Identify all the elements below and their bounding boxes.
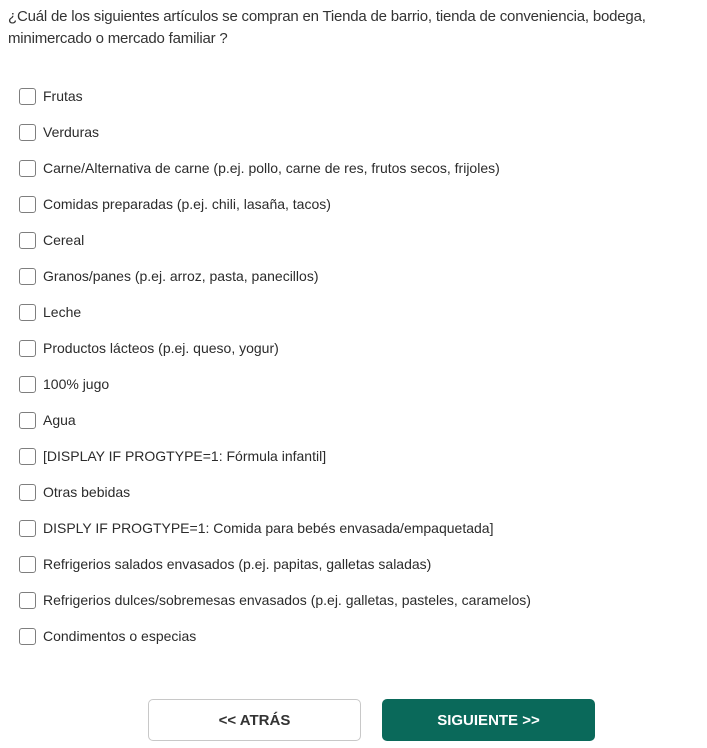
back-button[interactable]: << ATRÁS [148,699,361,741]
checkbox-option[interactable] [0,474,707,510]
checkbox-icon[interactable] [19,196,36,213]
checkbox-icon[interactable] [19,160,36,177]
question-title: ¿Cuál de los siguientes artículos se compran en Tienda de barrio, tienda de conveniencia, bodega, minimercado o mercado familiar ? [8,8,646,47]
checkbox-option[interactable] [0,330,707,366]
checkbox-icon[interactable] [19,376,36,393]
checkbox-icon[interactable] [19,232,36,249]
checkbox-option[interactable] [0,258,707,294]
checkbox-icon[interactable] [19,124,36,141]
checkbox-icon[interactable] [19,88,36,105]
option-label: Leche [43,304,82,320]
option-label: Otras bebidas [43,484,131,500]
checkbox-icon[interactable] [19,628,36,645]
option-label: Agua [43,412,76,428]
checkbox-option[interactable] [0,618,707,654]
option-label: DISPLY IF PROGTYPE=1: Comida para bebés envasada/empaquetada] [43,520,494,536]
options-list [0,78,707,654]
button-row [36,699,707,741]
checkbox-option[interactable] [0,366,707,402]
checkbox-option[interactable] [0,186,707,222]
checkbox-option[interactable] [0,438,707,474]
checkbox-icon[interactable] [19,520,36,537]
checkbox-option[interactable] [0,114,707,150]
option-label: Granos/panes (p.ej. arroz, pasta, panecillos) [43,268,319,284]
checkbox-option[interactable] [0,402,707,438]
checkbox-option[interactable] [0,294,707,330]
next-button[interactable]: SIGUIENTE >> [382,699,595,741]
checkbox-icon[interactable] [19,448,36,465]
checkbox-icon[interactable] [19,412,36,429]
checkbox-icon[interactable] [19,340,36,357]
option-label: Cereal [43,232,85,248]
checkbox-icon[interactable] [19,304,36,321]
option-label: Verduras [43,124,100,140]
checkbox-option[interactable] [0,582,707,618]
checkbox-icon[interactable] [19,268,36,285]
option-label: Refrigerios dulces/sobremesas envasados (p.ej. galletas, pasteles, caramelos) [43,592,531,608]
checkbox-option[interactable] [0,78,707,114]
option-label: Carne/Alternativa de carne (p.ej. pollo, carne de res, frutos secos, frijoles) [43,160,500,176]
checkbox-option[interactable] [0,222,707,258]
checkbox-option[interactable] [0,150,707,186]
checkbox-icon[interactable] [19,484,36,501]
option-label: Comidas preparadas (p.ej. chili, lasaña, tacos) [43,196,331,212]
checkbox-option[interactable] [0,510,707,546]
option-label: 100% jugo [43,376,110,392]
checkbox-icon[interactable] [19,556,36,573]
option-label: Frutas [43,88,83,104]
checkbox-option[interactable] [0,546,707,582]
option-label: Condimentos o especias [43,628,197,644]
option-label: Refrigerios salados envasados (p.ej. papitas, galletas saladas) [43,556,432,572]
checkbox-icon[interactable] [19,592,36,609]
option-label: Productos lácteos (p.ej. queso, yogur) [43,340,279,356]
option-label: [DISPLAY IF PROGTYPE=1: Fórmula infantil] [43,448,327,464]
